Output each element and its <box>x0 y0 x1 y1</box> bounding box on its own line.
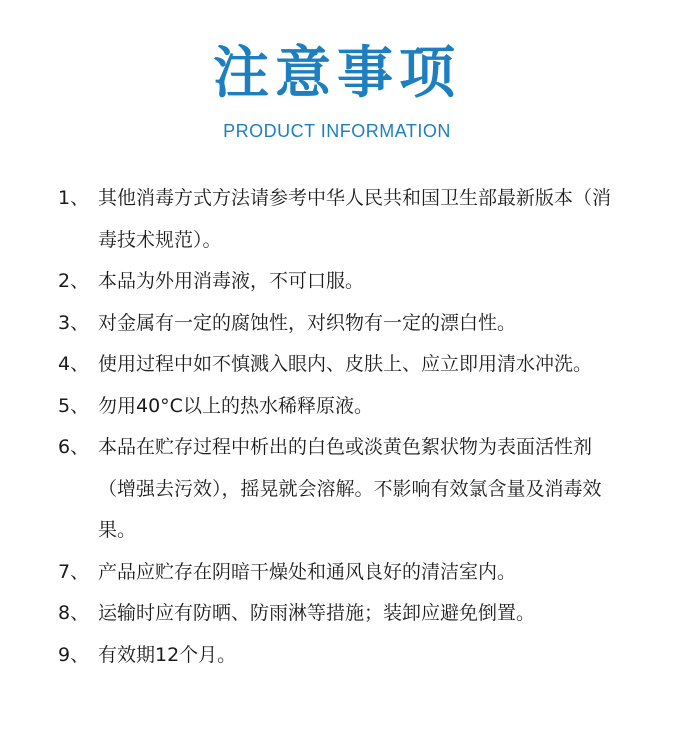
note-text: 其他消毒方式方法请参考中华人民共和国卫生部最新版本（消毒技术规范）。 <box>98 187 612 251</box>
note-item-7 <box>58 552 658 594</box>
note-item-2 <box>58 261 658 303</box>
note-text: 有效期12个月。 <box>98 643 237 666</box>
note-number: 3、 <box>58 311 90 334</box>
note-text: 本品为外用消毒液，不可口服。 <box>98 270 365 292</box>
note-item-1 <box>58 178 658 261</box>
note-number: 6、 <box>58 436 90 458</box>
note-number: 7、 <box>58 560 90 583</box>
note-number: 9、 <box>58 643 90 666</box>
note-text: 勿用40°C以上的热水稀释原液。 <box>98 394 373 417</box>
note-item-6 <box>58 427 658 552</box>
note-text: 运输时应有防晒、防雨淋等措施；装卸应避免倒置。 <box>98 602 536 624</box>
note-item-3 <box>58 303 658 345</box>
note-item-5 <box>58 386 658 428</box>
note-text: 对金属有一定的腐蚀性，对织物有一定的漂白性。 <box>98 311 517 334</box>
page-title: 注意事项 <box>213 41 461 106</box>
page-subtitle: PRODUCT INFORMATION <box>223 121 451 141</box>
note-item-4 <box>58 344 658 386</box>
notes-list <box>58 178 658 676</box>
note-number: 1、 <box>58 187 90 209</box>
note-text: 本品在贮存过程中析出的白色或淡黄色絮状物为表面活性剂（增强去污效），摇晃就会溶解。不影响有效氯含量及消毒效果。 <box>98 436 602 541</box>
note-number: 5、 <box>58 394 90 417</box>
note-text: 使用过程中如不慎溅入眼内、皮肤上、应立即用清水冲洗。 <box>98 353 593 375</box>
note-item-8 <box>58 593 658 635</box>
note-text: 产品应贮存在阴暗干燥处和通风良好的清洁室内。 <box>98 560 517 583</box>
note-number: 4、 <box>58 353 90 375</box>
note-number: 8、 <box>58 602 90 624</box>
note-item-9 <box>58 635 658 677</box>
note-number: 2、 <box>58 270 90 292</box>
